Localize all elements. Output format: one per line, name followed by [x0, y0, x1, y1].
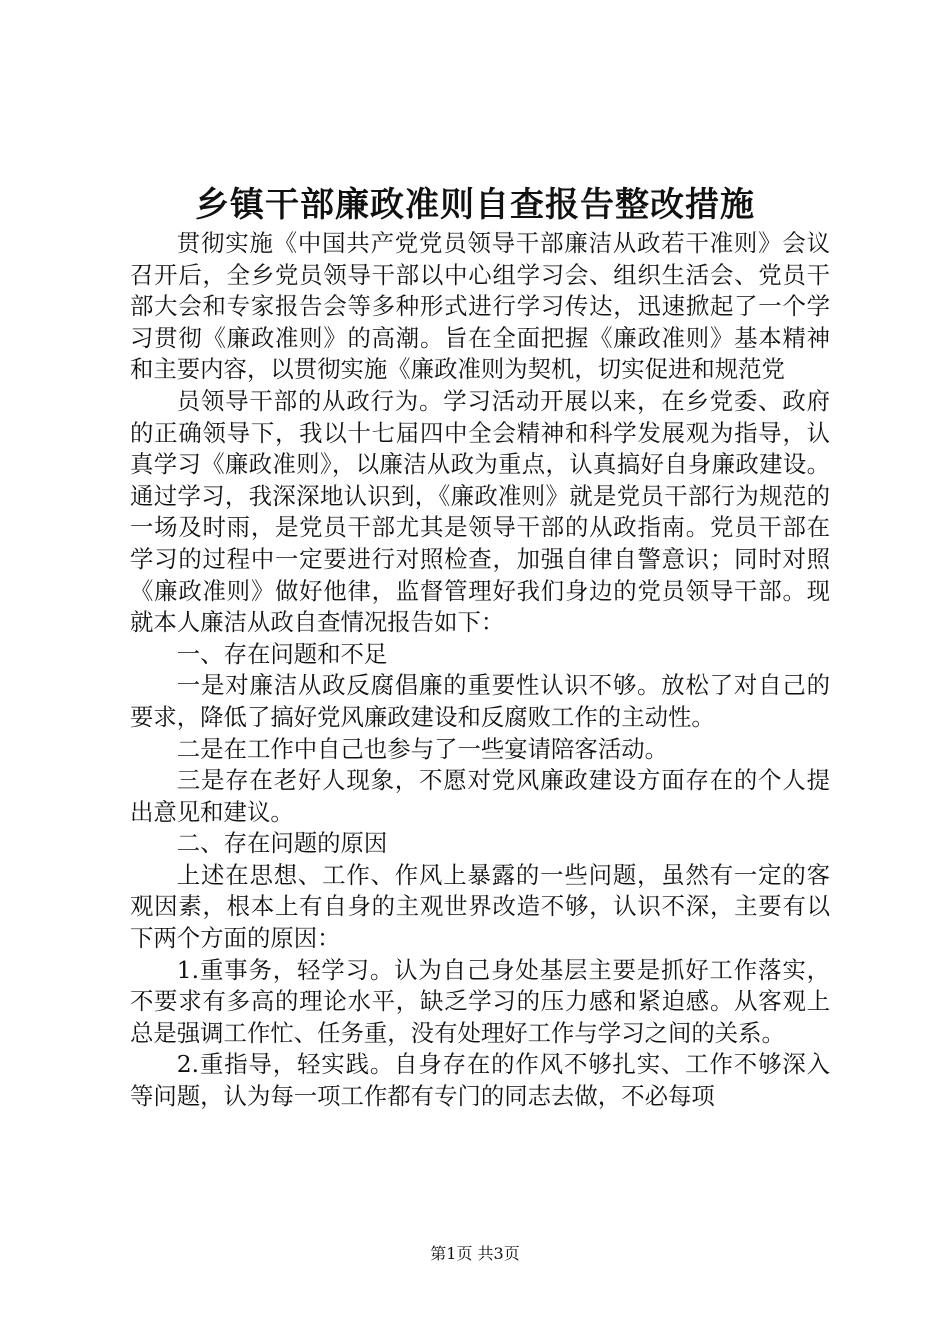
paragraph: 1.重事务，轻学习。认为自己身处基层主要是抓好工作落实，不要求有多高的理论水平，缺乏学习的压力感和紧迫感。从客观上总是强调工作忙、任务重，没有处理好工作与学习之间的关系。 [130, 955, 830, 1047]
paragraph: 三是存在老好人现象，不愿对党风廉政建设方面存在的个人提出意见和建议。 [130, 766, 830, 826]
paragraph: 2.重指导，轻实践。自身存在的作风不够扎实、工作不够深入等问题，认为每一项工作都有专门的同志去做，不必每项 [130, 1050, 830, 1111]
paragraph: 贯彻实施《中国共产党党员领导干部廉洁从政若干准则》会议召开后，全乡党员领导干部以中心组学习会、组织生活会、党员干部大会和专家报告会等多种形式进行学习传达，迅速掀起了一个学习贯彻《廉政准则》的高潮。旨在全面把握《廉政准则》基本精神和主要内容，以贯彻实施《廉政准则为契机，切实促进和规范党 [130, 229, 830, 384]
document-body [130, 228, 830, 1113]
paragraph: 二是在工作中自己也参与了一些宴请陪客活动。 [176, 734, 668, 763]
section-heading: 二、存在问题的原因 [176, 829, 388, 858]
document-title: 乡镇干部廉政准则自查报告整改措施 [195, 185, 755, 225]
page-footer: 第1页 共3页 [430, 1244, 520, 1263]
section-heading: 一、存在问题和不足 [176, 639, 388, 668]
paragraph: 员领导干部的从政行为。学习活动开展以来，在乡党委、政府的正确领导下，我以十七届四中全会精神和科学发展观为指导，认真学习《廉政准则》，以廉洁从政为重点，认真搞好自身廉政建设。通过学习，我深深地认识到，《廉政准则》就是党员干部行为规范的一场及时雨，是党员干部尤其是领导干部的从政指南。党员干部在学习的过程中一定要进行对照检查，加强自律自警意识；同时对照《廉政准则》做好他律，监督管理好我们身边的党员领导干部。现就本人廉洁从政自查情况报告如下： [130, 386, 830, 637]
paragraph: 上述在思想、工作、作风上暴露的一些问题，虽然有一定的客观因素，根本上有自身的主观世界改造不够，认识不深，主要有以下两个方面的原因： [130, 860, 830, 953]
paragraph: 一是对廉洁从政反腐倡廉的重要性认识不够。放松了对自己的要求，降低了搞好党风廉政建设和反腐败工作的主动性。 [130, 671, 830, 731]
